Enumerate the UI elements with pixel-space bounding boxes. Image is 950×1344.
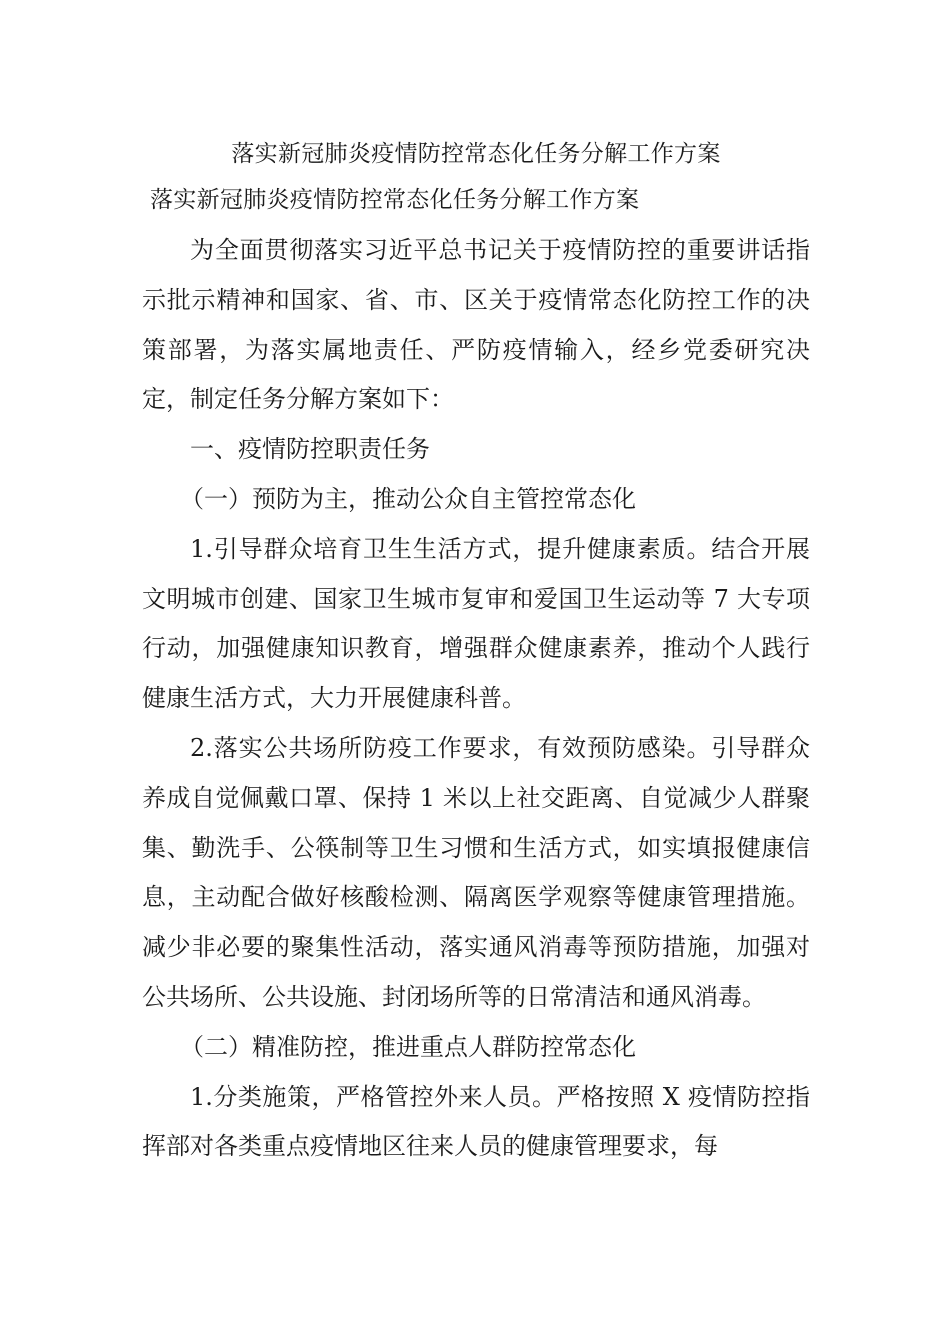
paragraph-item-1-1: 1.引导群众培育卫生生活方式，提升健康素质。结合开展文明城市创建、国家卫生城市复审和爱国卫生运动等 7 大专项行动，加强健康知识教育，增强群众健康素养，推动个人践行健康生活方式，大力开展健康科普。 bbox=[142, 534, 810, 713]
paragraph-item-2-1: 1.分类施策，严格管控外来人员。严格按照 X 疫情防控指挥部对各类重点疫情地区往来人员的健康管理要求，每 bbox=[142, 1082, 810, 1161]
document-subtitle: 落实新冠肺炎疫情防控常态化任务分解工作方案 bbox=[150, 187, 640, 213]
section-heading-1: 一、疫情防控职责任务 bbox=[190, 435, 430, 464]
subsection-heading-1: （一）预防为主，推动公众自主管控常态化 bbox=[180, 484, 636, 513]
paragraph-item-1-2: 2.落实公共场所防疫工作要求，有效预防感染。引导群众养成自觉佩戴口罩、保持 1 米以上社交距离、自觉减少人群聚集、勤洗手、公筷制等卫生习惯和生活方式，如实填报健康信息，主动配合做好核酸检测、隔离医学观察等健康管理措施。减少非必要的聚集性活动，落实通风消毒等预防措施，加强对公共场所、公共设施、封闭场所等的日常清洁和通风消毒。 bbox=[142, 733, 810, 1011]
subsection-heading-2: （二）精准防控，推进重点人群防控常态化 bbox=[180, 1032, 636, 1061]
document-body bbox=[142, 226, 810, 1172]
intro-paragraph: 为全面贯彻落实习近平总书记关于疫情防控的重要讲话指示批示精神和国家、省、市、区关于疫情常态化防控工作的决策部署，为落实属地责任、严防疫情输入，经乡党委研究决定，制定任务分解方案如下： bbox=[142, 236, 810, 414]
document-title: 落实新冠肺炎疫情防控常态化任务分解工作方案 bbox=[231, 141, 721, 167]
